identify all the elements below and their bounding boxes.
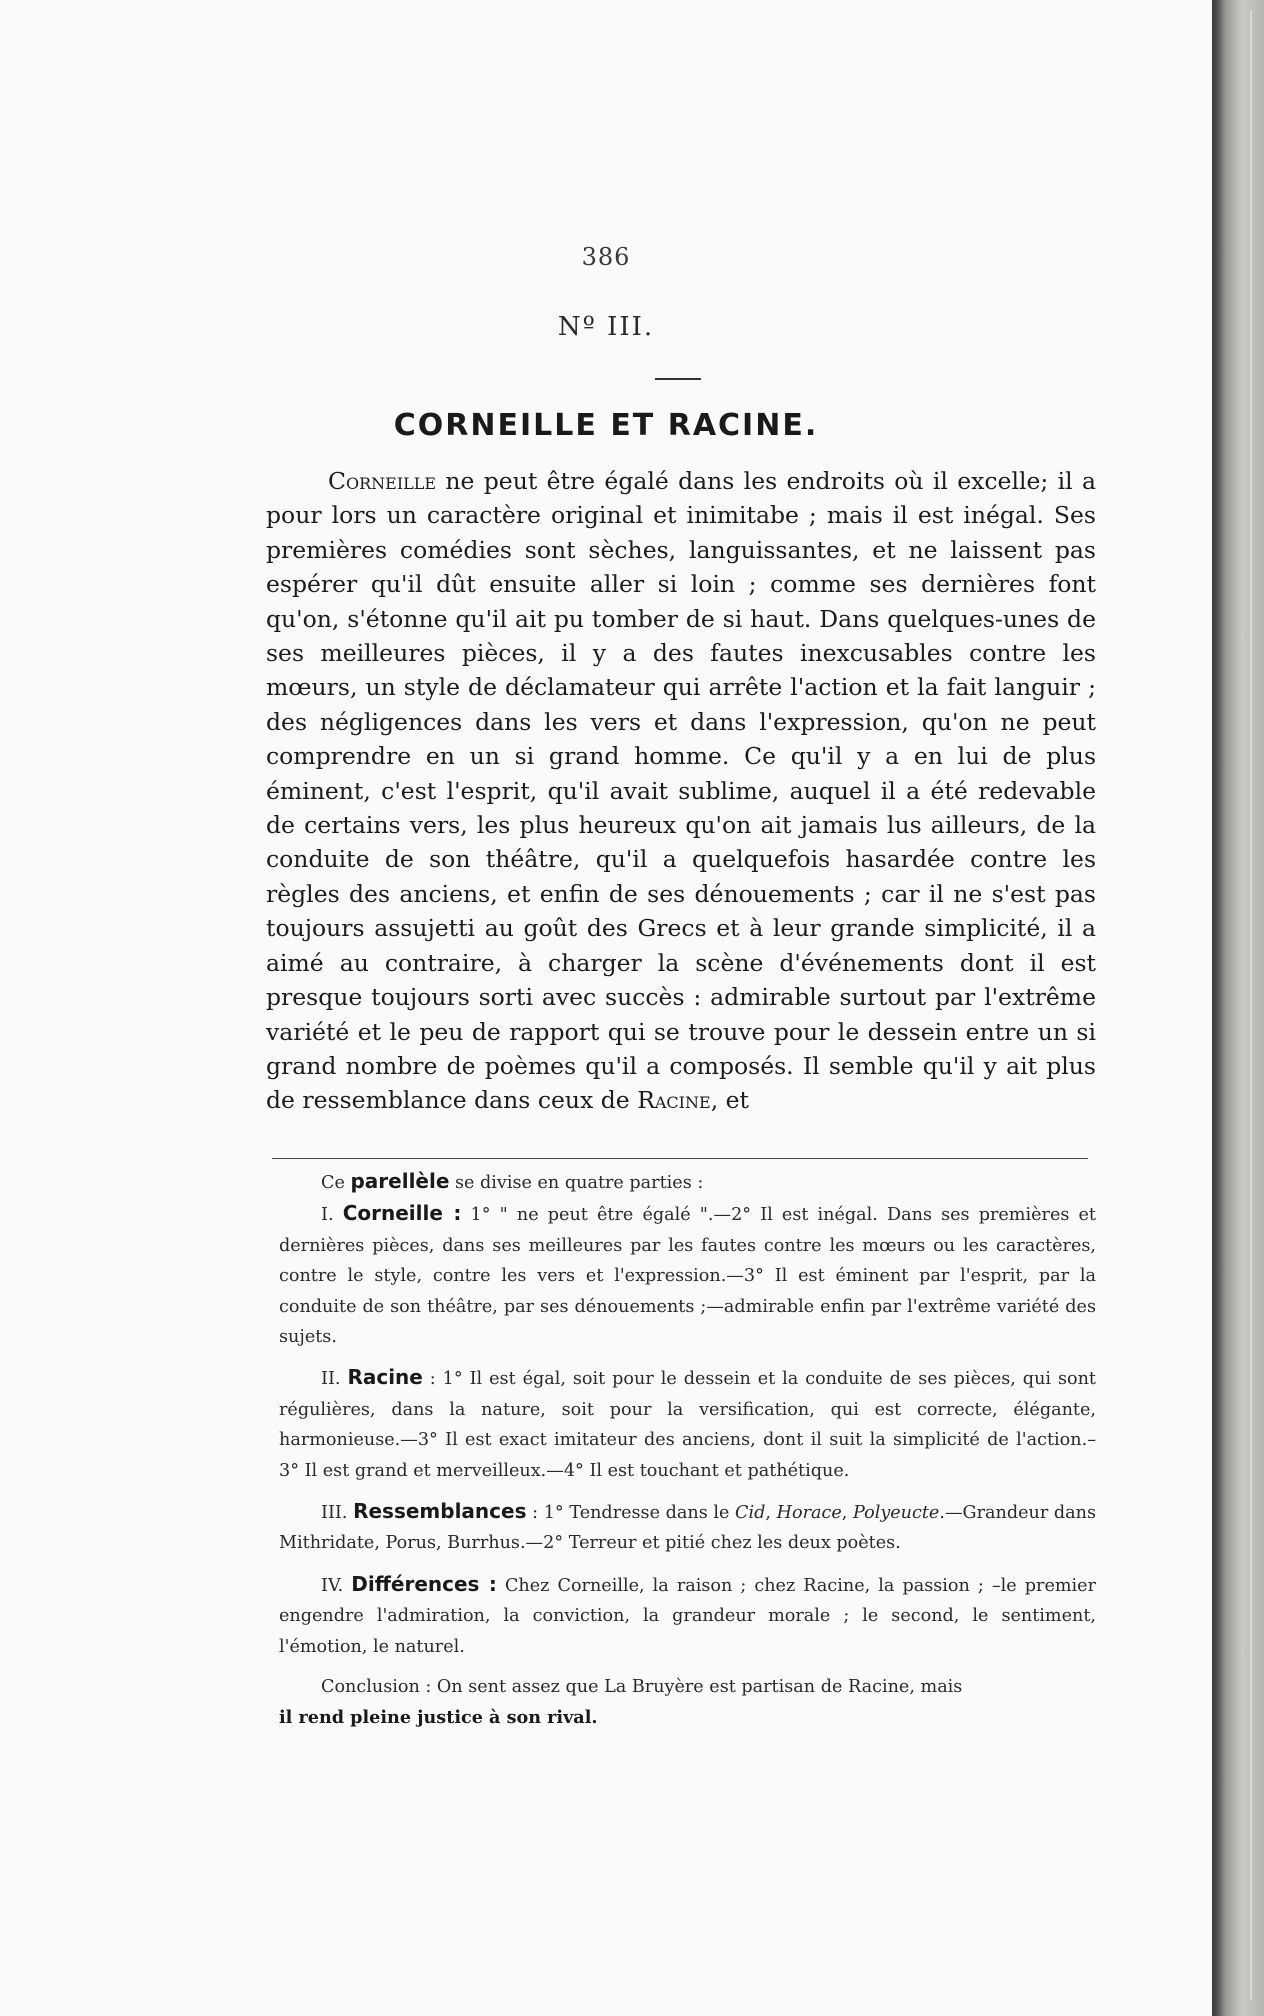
chapter-title: CORNEILLE ET RACINE. <box>393 408 819 443</box>
note-ressemblances <box>279 1496 1096 1559</box>
note-text: : 1° Il est égal, soit pour le dessein et la conduite de ses pièces, qui sont régulières, dans la nature, soit pour la versification, qui est correcte, élégante, harmonieuse.—3° Il est exact imitateur des anciens, dont il suit la simplicité de l'action.– 3° Il est grand et merveilleux.—4° Il est touchant et pathétique. <box>279 1369 1096 1481</box>
paragraph-body: ne peut être égalé dans les endroits où il excelle; il a pour lors un caractère original et inimitabe ; mais il est inégal. Ses premières comédies sont sèches, languissantes, et ne laissent pas espérer qu'il dût ensuite aller si loin ; comme ses dernières font qu'on, s'étonne qu'il ait pu tomber de si haut. Dans quelques-unes de ses meilleures pièces, il y a des fautes inexcusables contre les mœurs, un style de déclamateur qui arrête l'action et la fait languir ; des négligences dans les vers et dans l'expression, qu'on ne peut comprendre en un si grand homme. Ce qu'il y a en lui de plus éminent, c'est l'esprit, qu'il avait sublime, auquel il a été redevable de certains vers, les plus heureux qu'on ait jamais lus ailleurs, de la conduite de son théâtre, qu'il a quelquefois hasardée contre les règles des anciens, et enfin de ses dénouements ; car il ne s'est pas toujours assujetti au goût des Grecs et à leur grande simplicité, il a aimé au contraire, à charger la scène d'événements dont il est presque toujours sorti avec succès : admirable surtout par l'extrême variété et le peu de rapport qui se trouve pour le dessein entre un si grand nombre de poèmes qu'il a composés. Il semble qu'il y ait plus de ressemblance dans ceux de <box>266 467 1096 1115</box>
note-label: IV. <box>321 1575 352 1596</box>
intro-text: Ce <box>321 1173 351 1193</box>
page-edge-line <box>1250 10 1252 2000</box>
note-heading-differences: Différences : <box>351 1571 497 1596</box>
notes-intro <box>279 1166 1096 1198</box>
conclusion-text: Conclusion : On sent assez que La Bruyère est partisan de Racine, mais <box>321 1677 963 1698</box>
note-text: Chez Corneille, la raison ; chez Racine, la passion ; –le premier engendre l'admiration, la conviction, la grandeur morale ; le second, le sentiment, l'émotion, le naturel. <box>279 1575 1096 1657</box>
section-number: Nº III. <box>557 312 655 342</box>
footnote-divider <box>272 1158 1088 1159</box>
page-number: 386 <box>581 243 631 271</box>
paragraph-corneille <box>266 464 1096 1118</box>
conclusion-text-bold: il rend pleine justice à son rival. <box>279 1706 598 1728</box>
note-racine <box>279 1362 1096 1486</box>
analysis-notes <box>279 1166 1096 1733</box>
author-name-racine: Racine <box>637 1086 711 1115</box>
note-text: 1° " ne peut être égalé ".—2° Il est inégal. Dans ses premières et dernières pièces, dans ses meilleures par les fautes contre les mœurs ou les caractères, contre le style, contre les vers et l'expression.—3° Il est éminent par l'esprit, par la conduite de son théâtre, par ses dénouements ;—admirable enfin par l'extrême variété des sujets. <box>279 1205 1097 1348</box>
adjacent-page-edge <box>1212 0 1264 2016</box>
play-title-cid: Cid <box>735 1503 766 1524</box>
note-heading-racine: Racine <box>347 1365 423 1390</box>
intro-rest: se divise en quatre parties : <box>449 1173 704 1193</box>
note-heading-ressemblances: Ressemblances <box>353 1499 527 1524</box>
author-name-corneille: Corneille <box>328 467 437 495</box>
separator: , <box>765 1503 777 1524</box>
note-text: : 1° Tendresse dans le <box>526 1503 736 1524</box>
play-title-polyeucte: Polyeucte <box>852 1503 940 1524</box>
note-differences <box>279 1569 1096 1662</box>
paragraph-end: , et <box>710 1086 749 1115</box>
intro-keyword: parellèle <box>350 1169 450 1193</box>
main-text <box>266 464 1096 1118</box>
note-conclusion <box>279 1672 1096 1702</box>
note-label: I. <box>321 1205 343 1226</box>
note-label: III. <box>321 1503 354 1524</box>
note-corneille <box>279 1198 1096 1352</box>
note-conclusion-end <box>279 1703 1096 1733</box>
note-text: .—Grandeur dans Mithridate, Porus, Burrhus.—2° Terreur et pitié chez les deux poètes. <box>279 1503 1096 1554</box>
separator: , <box>841 1503 853 1524</box>
note-heading-corneille: Corneille : <box>342 1201 462 1226</box>
title-divider <box>655 378 701 380</box>
note-label: II. <box>321 1369 348 1390</box>
play-title-horace: Horace <box>776 1503 842 1524</box>
